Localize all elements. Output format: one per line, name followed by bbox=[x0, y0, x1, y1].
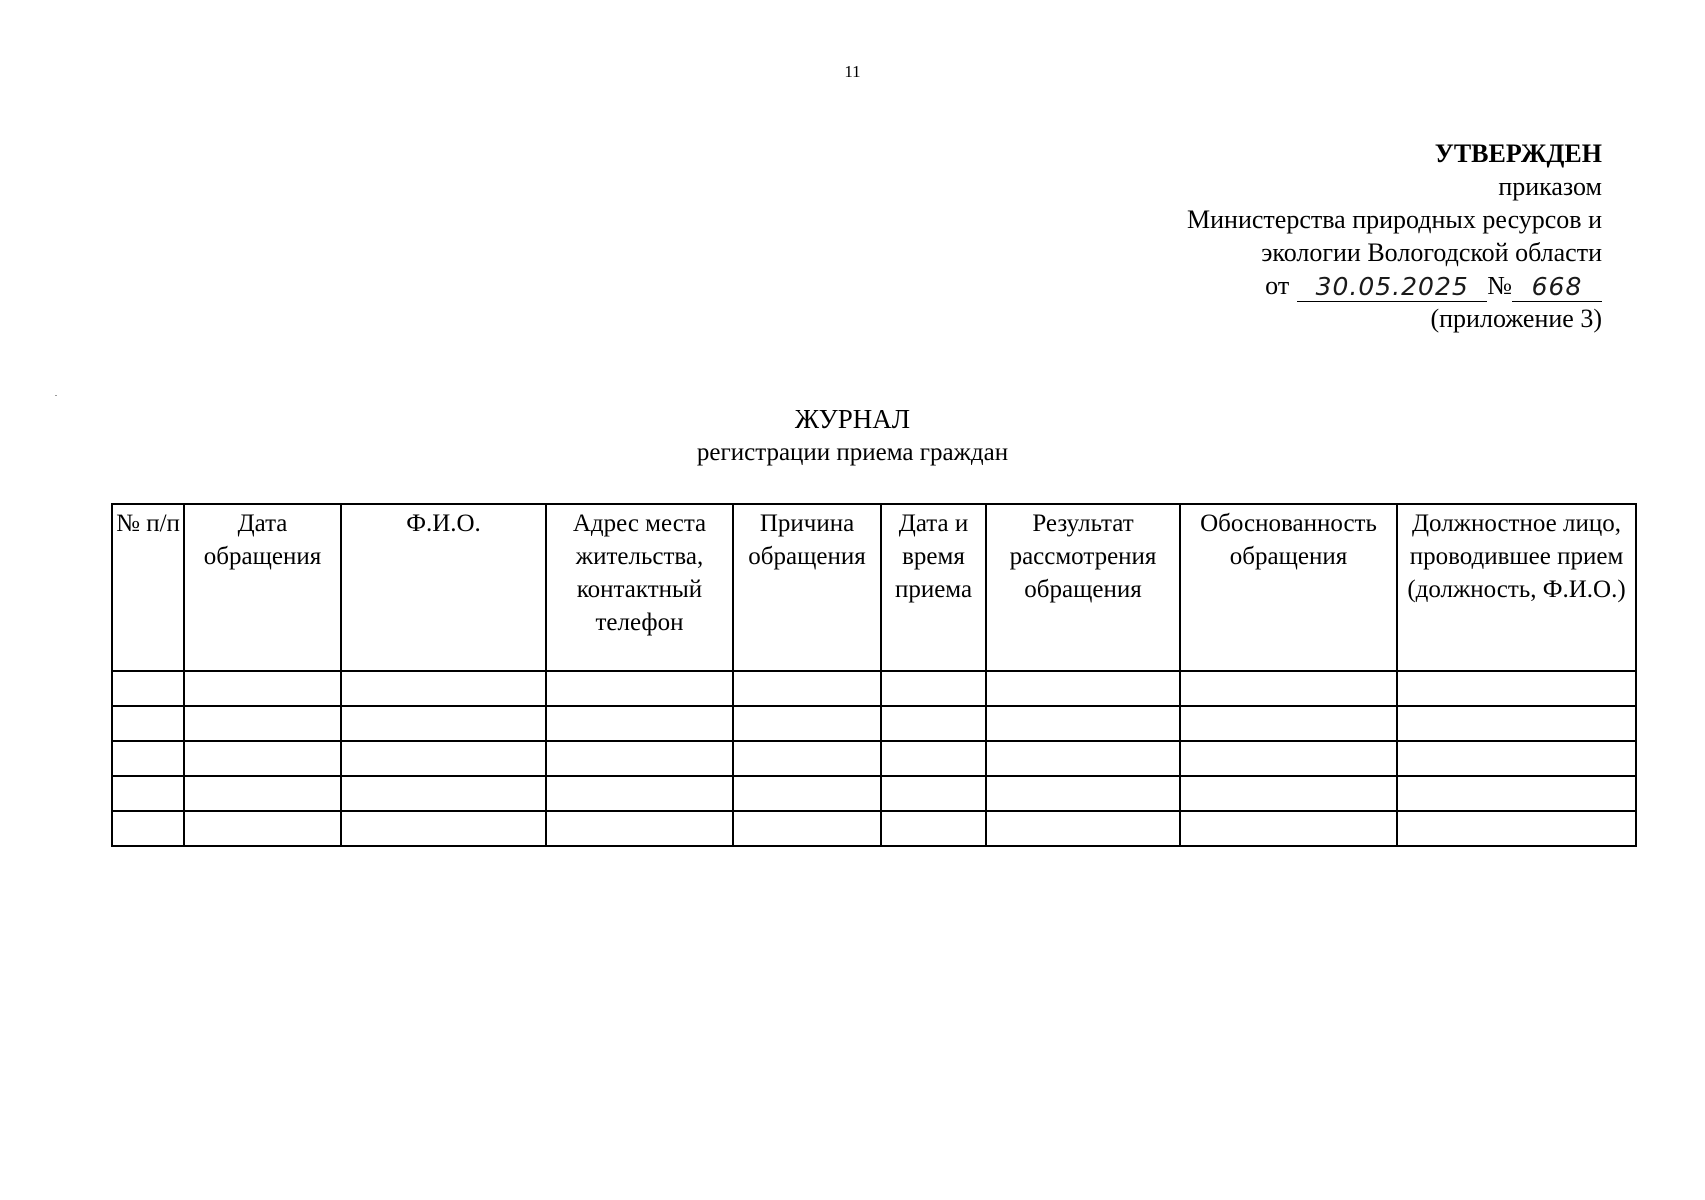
table-cell bbox=[341, 741, 546, 776]
table-cell bbox=[112, 741, 184, 776]
column-header: Причина обращения bbox=[733, 504, 881, 671]
document-title-block bbox=[0, 404, 1705, 468]
table-cell bbox=[1180, 776, 1397, 811]
page-number: 11 bbox=[844, 62, 861, 81]
number-sign: № bbox=[1487, 271, 1512, 300]
table-cell bbox=[546, 811, 733, 846]
scan-dot bbox=[55, 395, 57, 396]
table-cell bbox=[112, 706, 184, 741]
table-cell bbox=[881, 811, 986, 846]
table-cell bbox=[341, 671, 546, 706]
column-header: Должностное лицо, проводившее прием (должность, Ф.И.О.) bbox=[1397, 504, 1636, 671]
column-header: Дата обращения bbox=[184, 504, 341, 671]
table-cell bbox=[733, 706, 881, 741]
table-cell bbox=[1180, 811, 1397, 846]
column-header: Результат рассмотрения обращения bbox=[986, 504, 1180, 671]
table-cell bbox=[881, 741, 986, 776]
table-cell bbox=[1180, 706, 1397, 741]
table-cell bbox=[1180, 741, 1397, 776]
table-cell bbox=[986, 811, 1180, 846]
table-cell bbox=[1397, 706, 1636, 741]
approval-line-1: приказом bbox=[1498, 172, 1602, 201]
table-row bbox=[112, 741, 1636, 776]
table-cell bbox=[184, 706, 341, 741]
table-cell bbox=[733, 811, 881, 846]
table-cell bbox=[546, 776, 733, 811]
table-cell bbox=[341, 776, 546, 811]
table-cell bbox=[184, 741, 341, 776]
table-cell bbox=[881, 671, 986, 706]
approval-block bbox=[1187, 137, 1602, 335]
journal-table bbox=[111, 503, 1637, 847]
table-cell bbox=[184, 671, 341, 706]
approval-stamp: УТВЕРЖДЕН bbox=[1434, 139, 1602, 168]
table-cell bbox=[986, 776, 1180, 811]
table-cell bbox=[112, 811, 184, 846]
document-subtitle: регистрации приема граждан bbox=[696, 439, 1009, 466]
table-cell bbox=[112, 671, 184, 706]
table-cell bbox=[112, 776, 184, 811]
table-cell bbox=[341, 811, 546, 846]
table-row bbox=[112, 811, 1636, 846]
table-cell bbox=[546, 671, 733, 706]
column-header: Обоснованность обращения bbox=[1180, 504, 1397, 671]
table-cell bbox=[546, 741, 733, 776]
column-header: Дата и время приема bbox=[881, 504, 986, 671]
from-label: от bbox=[1265, 271, 1290, 300]
approval-date-row bbox=[1265, 269, 1602, 302]
table-cell bbox=[881, 706, 986, 741]
table-cell bbox=[986, 671, 1180, 706]
approval-line-3: экологии Вологодской области bbox=[1261, 238, 1602, 267]
approval-line-2: Министерства природных ресурсов и bbox=[1187, 205, 1602, 234]
table-cell bbox=[881, 776, 986, 811]
table-cell bbox=[1397, 741, 1636, 776]
column-header: № п/п bbox=[112, 504, 184, 671]
table-row bbox=[112, 671, 1636, 706]
handwritten-number: 668 bbox=[1512, 273, 1602, 302]
table-row bbox=[112, 776, 1636, 811]
table-cell bbox=[184, 811, 341, 846]
document-title: ЖУРНАЛ bbox=[794, 404, 911, 434]
table-cell bbox=[986, 741, 1180, 776]
table-cell bbox=[1397, 776, 1636, 811]
table-cell bbox=[733, 741, 881, 776]
table-row bbox=[112, 706, 1636, 741]
handwritten-date: 30.05.2025 bbox=[1297, 273, 1487, 302]
table-body bbox=[112, 671, 1636, 846]
table-cell bbox=[184, 776, 341, 811]
table-cell bbox=[986, 706, 1180, 741]
table-cell bbox=[733, 671, 881, 706]
table-header-row bbox=[112, 504, 1636, 671]
appendix-label: (приложение 3) bbox=[1430, 304, 1602, 333]
table-cell bbox=[1397, 671, 1636, 706]
table-cell bbox=[1180, 671, 1397, 706]
column-header: Ф.И.О. bbox=[341, 504, 546, 671]
table-cell bbox=[733, 776, 881, 811]
table-cell bbox=[341, 706, 546, 741]
table-cell bbox=[546, 706, 733, 741]
column-header: Адрес места жительства, контактный телефон bbox=[546, 504, 733, 671]
table-cell bbox=[1397, 811, 1636, 846]
